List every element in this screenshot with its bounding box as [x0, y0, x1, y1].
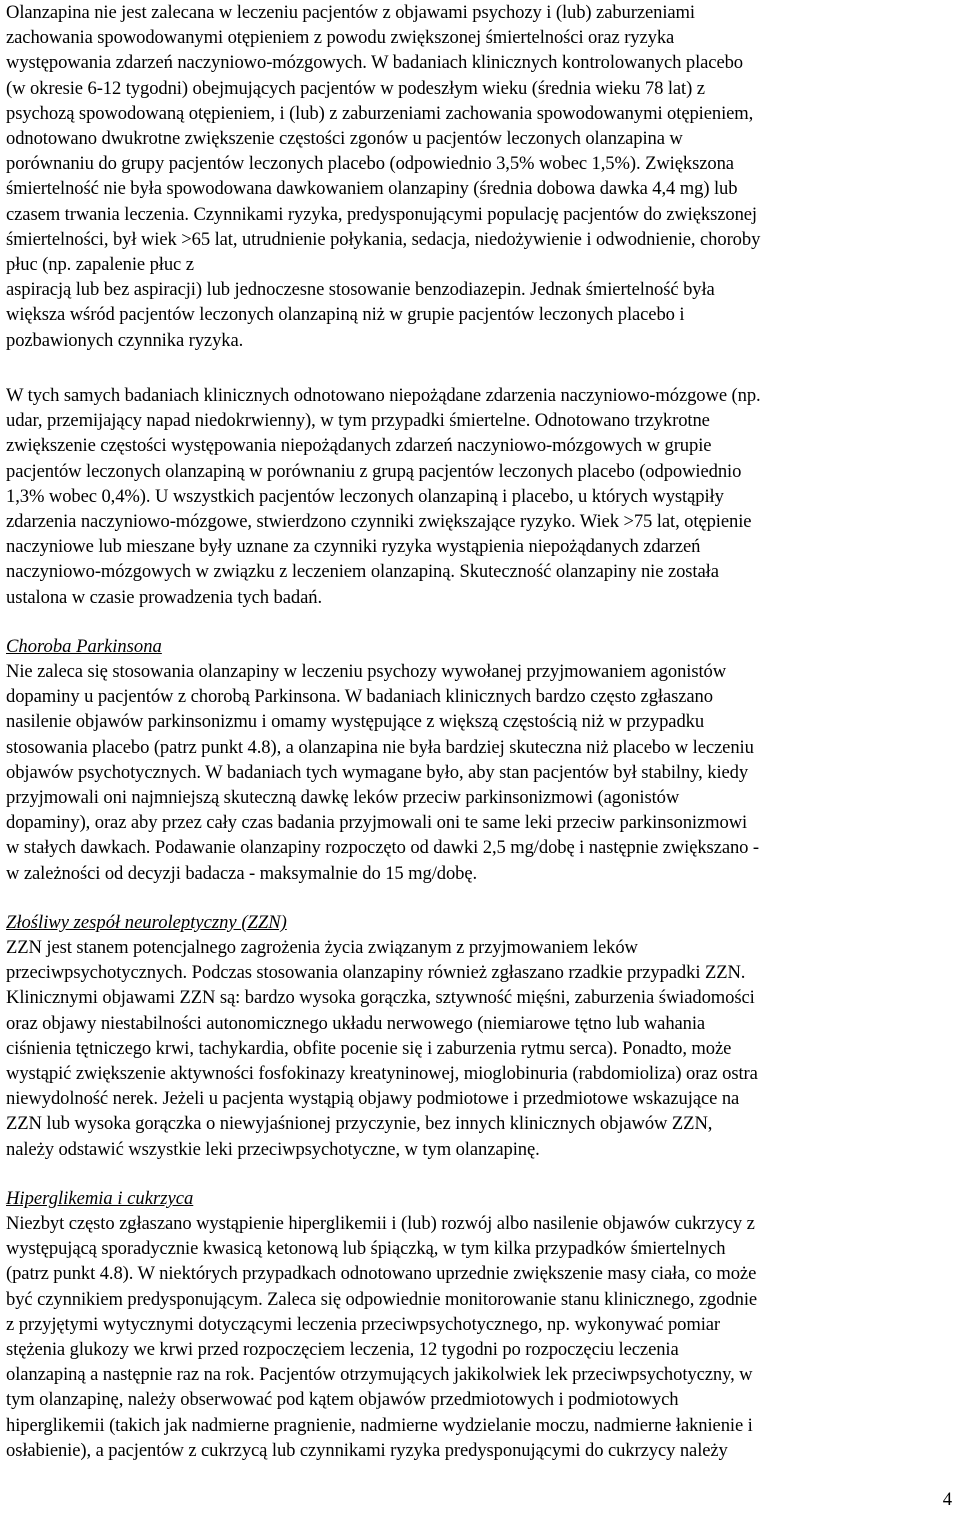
paragraph-cerebrovascular-events: W tych samych badaniach klinicznych odnotowano niepożądane zdarzenia naczyniowo-mózgowe (np. udar, przemijający napad niedokrwienny), w tym przypadki śmiertelne. Odnotowano trzykrotne zwiększenie częstości występowania niepożądanych zdarzeń naczyniowo-mózgowych w grupie pacjentów leczonych olanzapiną w porównaniu z grupą pacjentów leczonych placebo (odpowiednio 1,3% wobec 0,4%). U wszystkich pacjentów leczonych olanzapiną i placebo, u których wystąpiły zdarzenia naczyniowo-mózgowe, stwierdzono czynniki zwiększające ryzyko. Wiek >75 lat, otępienie naczyniowe lub mieszane były uznane za czynniki ryzyka wystąpienia niepożądanych zdarzeń naczyniowo-mózgowych w związku z leczeniem olanzapiną. Skuteczność olanzapiny nie została ustalona w czasie prowadzenia tych badań. [6, 385, 761, 608]
paragraph-dementia-mortality: Olanzapina nie jest zalecana w leczeniu pacjentów z objawami psychozy i (lub) zaburzeniami zachowania spowodowanymi otępieniem z powodu zwiększonej śmiertelności oraz ryzyka występowania zdarzeń naczyniowo-mózgowych. W badaniach klinicznych kontrolowanych placebo (w okresie 6-12 tygodni) obejmujących pacjentów w podeszłym wieku (średnia wieku 78 lat) z psychozą spowodowaną otępieniem, i (lub) z zaburzeniami zachowania spowodowanymi otępieniem, odnotowano dwukrotne zwiększenie częstości zgonów u pacjentów leczonych olanzapina w porównaniu do grupy pacjentów leczonych placebo (odpowiednio 3,5% wobec 1,5%). Zwiększona śmiertelność nie była spowodowana dawkowaniem olanzapiny (średnia dobowa dawka 4,4 mg) lub czasem trwania leczenia. Czynnikami ryzyka, predysponującymi populację pacjentów do zwiększonej śmiertelności, był wiek >65 lat, utrudnienie połykania, sedacja, niedożywienie i odwodnienie, choroby płuc (np. zapalenie płuc z aspiracją lub bez aspiracji) lub jednoczesne stosowanie benzodiazepin. Jednak śmiertelność była większa wśród pacjentów leczonych olanzapiną niż w grupie pacjentów leczonych placebo i pozbawionych czynnika ryzyka. [6, 2, 761, 351]
paragraph-hyperglycemia: Niezbyt często zgłaszano wystąpienie hiperglikemii i (lub) rozwój albo nasilenie objawów cukrzycy z występującą sporadycznie kwasicą ketonową lub śpiączką, w tym kilka przypadków śmiertelnych (patrz punkt 4.8). W niektórych przypadkach odnotowano uprzednie zwiększenie masy ciała, co może być czynnikiem predysponującym. Zaleca się odpowiednie monitorowanie stanu klinicznego, zgodnie z przyjętymi wytycznymi dotyczącymi leczenia przeciwpsychotycznego, np. wykonywać pomiar stężenia glukozy we krwi przed rozpoczęciem leczenia, 12 tygodni po rozpoczęciu leczenia olanzapiną a następnie raz na rok. Pacjentów otrzymujących jakikolwiek lek przeciwpsychotyczny, w tym olanzapinę, należy obserwować pod kątem objawów przedmiotowych i podmiotowych hiperglikemii (takich jak nadmierne pragnienie, nadmierne wydzielanie moczu, nadmierne łaknienie i osłabienie), a pacjentów z cukrzycą lub czynnikami ryzyka predysponującymi do cukrzycy należy [6, 1213, 758, 1461]
section-heading-nms: Złośliwy zespół neuroleptyczny (ZZN) [6, 912, 287, 933]
paragraph-parkinson: Nie zaleca się stosowania olanzapiny w leczeniu psychozy wywołanej przyjmowaniem agonistów dopaminy u pacjentów z chorobą Parkinsona. W badaniach klinicznych bardzo często zgłaszano nasilenie objawów parkinsonizmu i omamy występujące z większą częstością niż w przypadku stosowania placebo (patrz punkt 4.8), a olanzapina nie była bardziej skuteczna niż placebo w leczeniu objawów psychotycznych. W badaniach tych wymagane było, aby stan pacjentów był stabilny, kiedy przyjmowali oni najmniejszą skuteczną dawkę leków przeciw parkinsonizmowi (agonistów dopaminy), oraz aby przez cały czas badania przyjmowali oni te same leki przeciw parkinsonizmowi w stałych dawkach. Podawanie olanzapiny rozpoczęto od dawki 2,5 mg/dobę i następnie zwiększano - w zależności od decyzji badacza - maksymalnie do 15 mg/dobę. [6, 661, 760, 884]
section-heading-parkinson: Choroba Parkinsona [6, 636, 162, 657]
section-heading-hyperglycemia: Hiperglikemia i cukrzyca [6, 1188, 194, 1209]
page-number: 4 [942, 1489, 952, 1510]
paragraph-nms: ZZN jest stanem potencjalnego zagrożenia życia związanym z przyjmowaniem leków przeciwpsychotycznych. Podczas stosowania olanzapiny również zgłaszano rzadkie przypadki ZZN. Klinicznymi objawami ZZN są: bardzo wysoka gorączka, sztywność mięśni, zaburzenia świadomości oraz objawy niestabilności autonomicznego układu nerwowego (niemiarowe tętno lub wahania ciśnienia tętniczego krwi, tachykardia, obfite pocenie się i zaburzenia rytmu serca). Ponadto, może wystąpić zwiększenie aktywności fosfokinazy kreatyninowej, mioglobinuria (rabdomioliza) oraz ostra niewydolność nerek. Jeżeli u pacjenta wystąpią objawy podmiotowe i przedmiotowe wskazujące na ZZN lub wysoka gorączka o niewyjaśnionej przyczynie, bez innych klinicznych objawów ZZN, należy odstawić wszystkie leki przeciwpsychotyczne, w tym olanzapinę. [6, 937, 758, 1160]
